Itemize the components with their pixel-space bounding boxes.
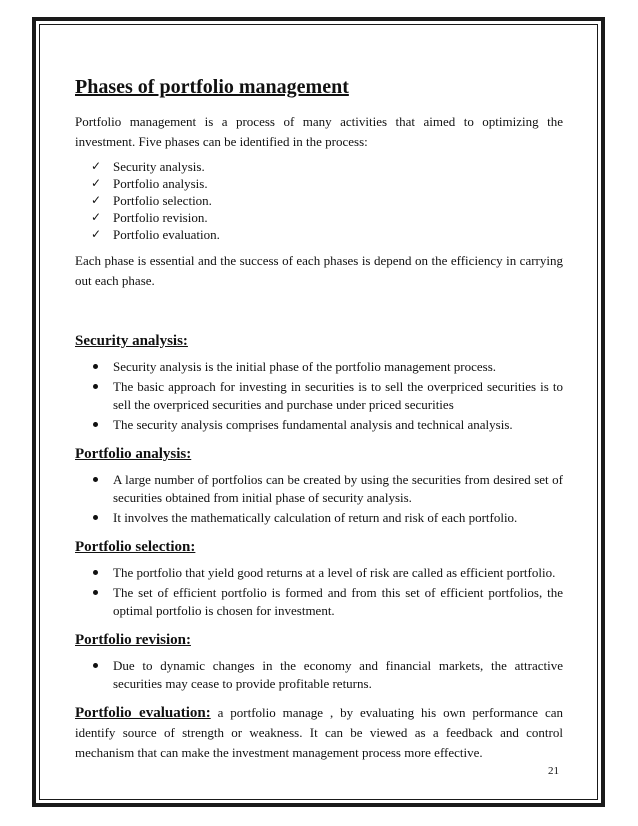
section-security-analysis [75, 331, 563, 434]
bullet-icon [93, 477, 98, 482]
checkmark-icon: ✓ [91, 210, 102, 224]
section-heading: Portfolio selection: [75, 539, 196, 555]
checkmark-icon: ✓ [91, 176, 102, 190]
section-portfolio-evaluation [75, 703, 563, 763]
bullet-icon [93, 384, 98, 389]
intro-paragraph: Portfolio management is a process of many activities that aimed to optimizing the investment. Five phases can be identified in the process: [75, 114, 563, 149]
checkmark-icon: ✓ [91, 193, 102, 207]
checkmark-icon: ✓ [91, 227, 102, 241]
list-item: The set of efficient portfolio is formed and from this set of efficient portfolios, the optimal portfolio is chosen for investment. [75, 584, 563, 620]
list-item: The basic approach for investing in securities is to sell the overpriced securities is to sell the overpriced securities and purchase under priced securities [75, 378, 563, 414]
section-portfolio-revision [75, 630, 563, 693]
checkmark-icon: ✓ [91, 159, 102, 173]
section-portfolio-selection [75, 537, 563, 620]
page-number: 21 [548, 765, 559, 777]
bullet-icon [93, 515, 98, 520]
list-item: ✓ Portfolio analysis. [91, 176, 208, 191]
bullet-icon [93, 364, 98, 369]
section-heading: Portfolio revision: [75, 632, 191, 648]
page-title: Phases of portfolio management [75, 76, 349, 98]
list-item: The portfolio that yield good returns at a level of risk are called as efficient portfolio. [75, 564, 563, 582]
section-heading: Security analysis: [75, 333, 188, 349]
list-item: A large number of portfolios can be created by using the securities from desired set of securities obtained from initial phase of security analysis. [75, 471, 563, 507]
list-item: Due to dynamic changes in the economy and financial markets, the attractive securities may cease to provide profitable returns. [75, 657, 563, 693]
list-item: ✓ Portfolio revision. [91, 210, 208, 225]
bullet-icon [93, 663, 98, 668]
list-item: ✓ Security analysis. [91, 159, 205, 174]
bullet-icon [93, 422, 98, 427]
list-item: It involves the mathematically calculation of return and risk of each portfolio. [75, 509, 563, 527]
section-heading: Portfolio analysis: [75, 446, 192, 462]
evaluation-text: a portfolio manage , by evaluating his own performance can identify source of strength or weakness. It can be viewed as a feedback and control mechanism that can make the investment management process more effective. [75, 705, 563, 760]
summary-paragraph: Each phase is essential and the success of each phases is depend on the efficiency in carrying out each phase. [75, 253, 563, 288]
bullet-icon [93, 570, 98, 575]
document-body [75, 74, 563, 763]
phases-list [75, 158, 563, 243]
list-item: ✓ Portfolio selection. [91, 193, 212, 208]
section-portfolio-analysis [75, 444, 563, 527]
section-heading: Portfolio evaluation: [75, 705, 211, 721]
list-item: The security analysis comprises fundamental analysis and technical analysis. [75, 416, 563, 434]
list-item: Security analysis is the initial phase of the portfolio management process. [75, 358, 563, 376]
bullet-icon [93, 590, 98, 595]
list-item: ✓ Portfolio evaluation. [91, 227, 220, 242]
